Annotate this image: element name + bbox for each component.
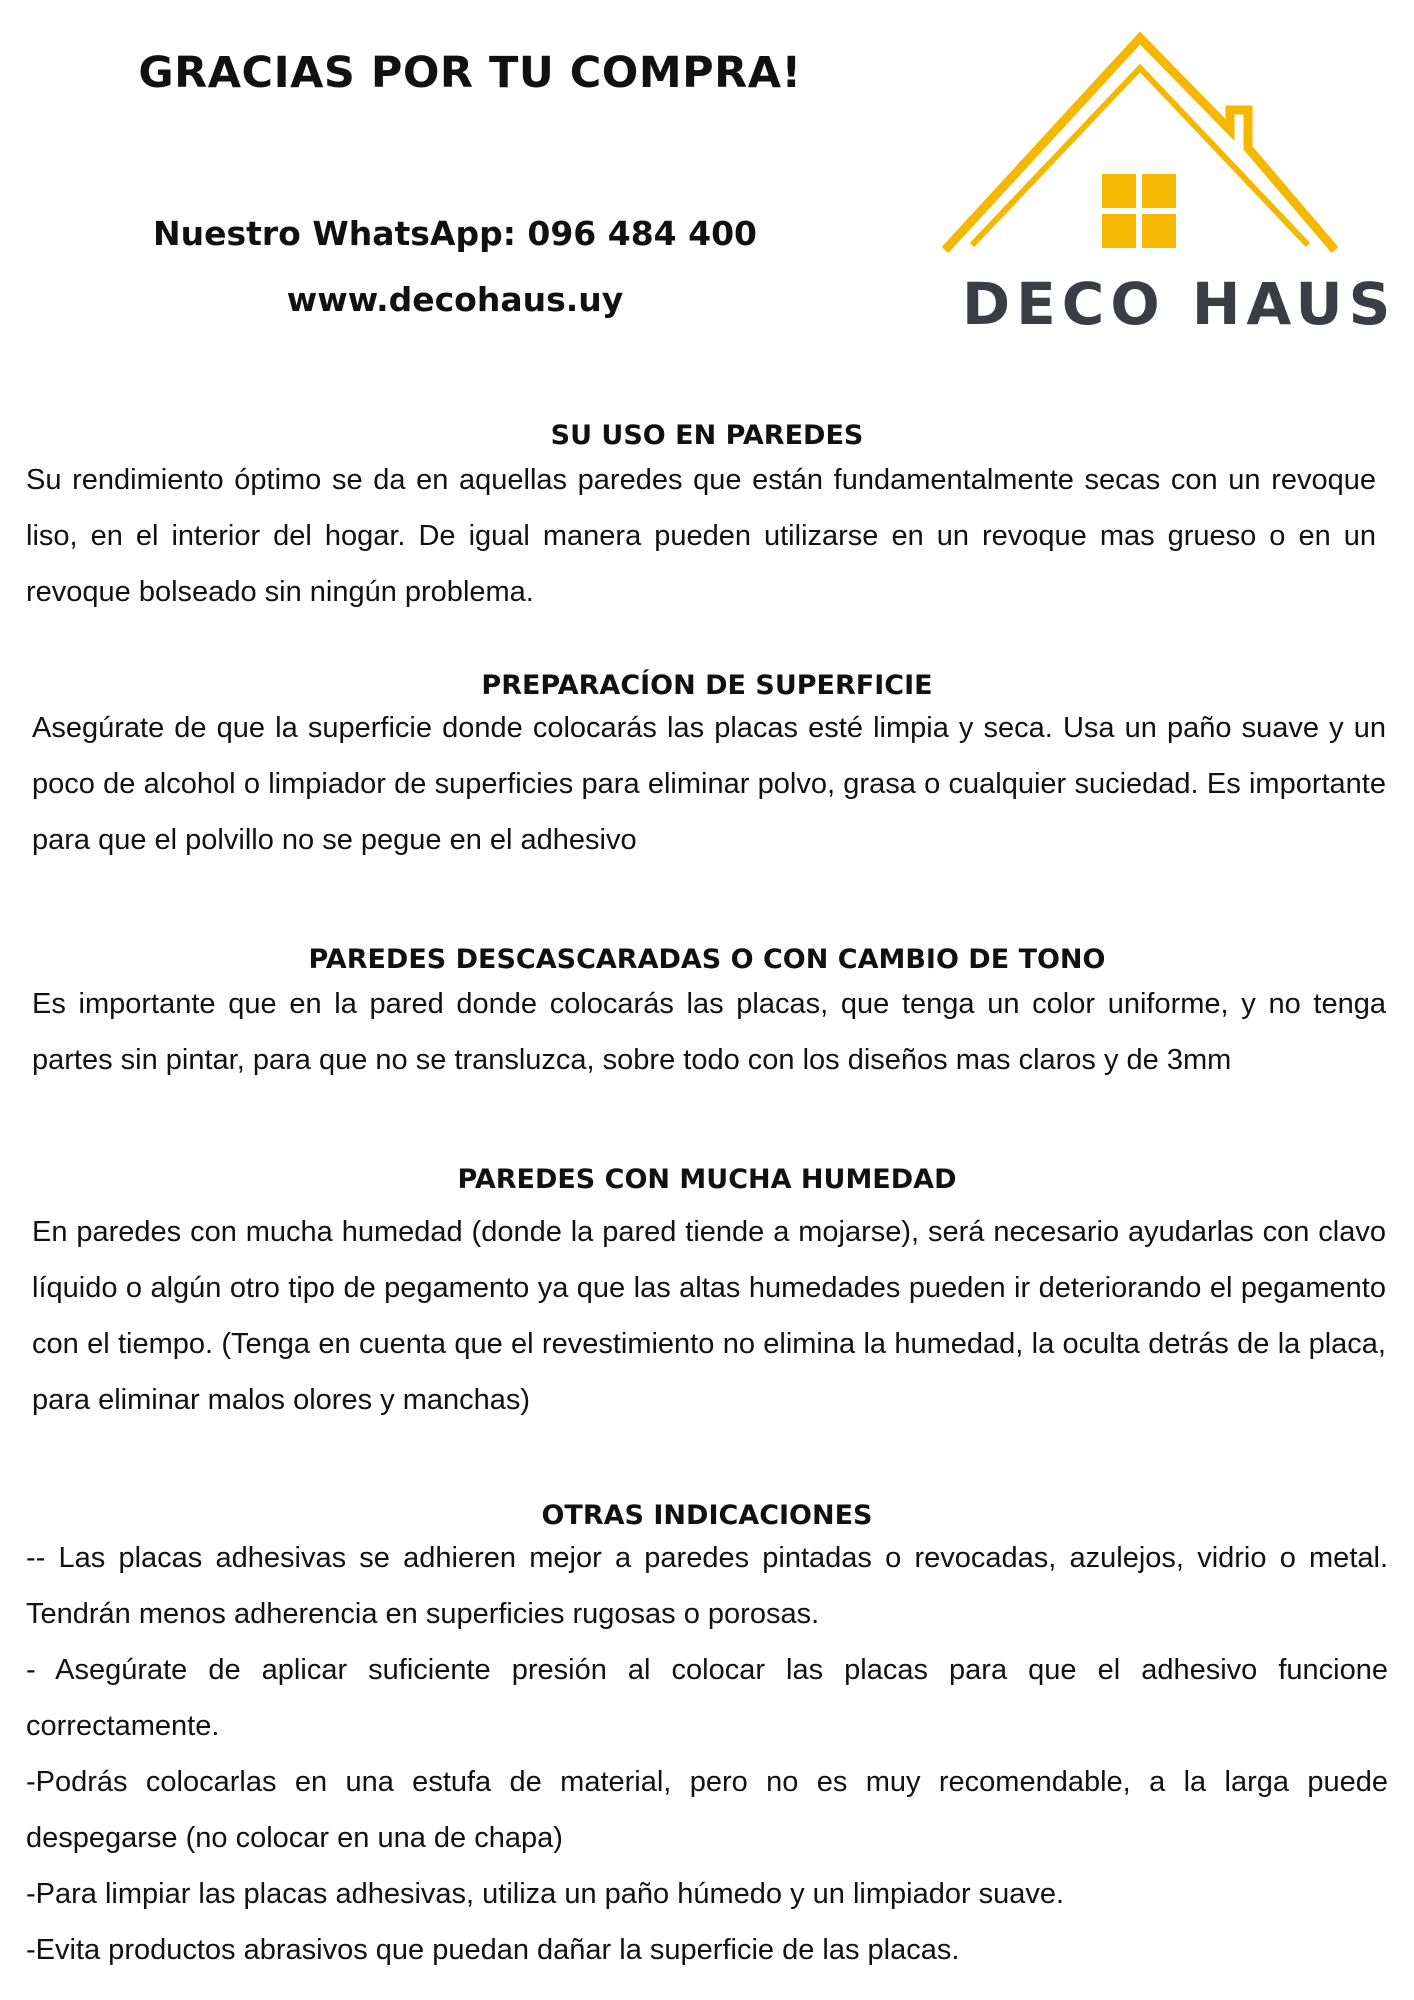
page-title: GRACIAS POR TU COMPRA! (138, 48, 802, 98)
indications-list (26, 1530, 1388, 1978)
list-item: -Evita productos abrasivos que puedan dañar la superficie de las placas. (26, 1934, 960, 1966)
whatsapp-contact: Nuestro WhatsApp: 096 484 400 (152, 214, 758, 253)
section-heading-uso: SU USO EN PAREDES (550, 420, 864, 451)
list-item: - Asegúrate de aplicar suficiente presión al colocar las placas para que el adhesivo funcione correctamente. (26, 1654, 1388, 1742)
section-heading-descascaradas: PAREDES DESCASCARADAS O CON CAMBIO DE TONO (308, 944, 1106, 975)
logo-wordmark: DECO HAUS (962, 270, 1397, 338)
list-item: -Podrás colocarlas en una estufa de material, pero no es muy recomendable, a la larga puede despegarse (no colocar en una de chapa) (26, 1766, 1388, 1854)
section-body-humedad: En paredes con mucha humedad (donde la pared tiende a mojarse), será necesario ayudarlas con clavo líquido o algún otro tipo de pegamento ya que las altas humedades pueden ir deteriorando el pegamento con el tiempo. (Tenga en cuenta que el revestimiento no elimina la humedad, la oculta detrás de la placa, para eliminar malos olores y manchas) (32, 1216, 1386, 1416)
window-icon (1102, 174, 1176, 248)
list-item: -- Las placas adhesivas se adhieren mejor a paredes pintadas o revocadas, azulejos, vidrio o metal. Tendrán menos adherencia en superficies rugosas o porosas. (26, 1542, 1388, 1630)
section-heading-humedad: PAREDES CON MUCHA HUMEDAD (457, 1164, 957, 1195)
section-body-descascaradas: Es importante que en la pared donde colocarás las placas, que tenga un color uniforme, y no tenga partes sin pintar, para que no se transluzca, sobre todo con los diseños mas claros y de 3mm (32, 988, 1386, 1076)
website-url: www.decohaus.uy (286, 280, 624, 319)
section-body-uso: Su rendimiento óptimo se da en aquellas paredes que están fundamentalmente secas con un revoque liso, en el interior del hogar. De igual manera pueden utilizarse en un revoque mas grueso o en un revoque bolseado sin ningún problema. (26, 464, 1376, 608)
section-heading-preparacion: PREPARACÍON DE SUPERFICIE (481, 670, 933, 701)
section-body-preparacion: Asegúrate de que la superficie donde colocarás las placas esté limpia y seca. Usa un paño suave y un poco de alcohol o limpiador de superficies para eliminar polvo, grasa o cualquier suciedad. Es importante para que el polvillo no se pegue en el adhesivo (32, 712, 1386, 856)
section-heading-otras: OTRAS INDICACIONES (541, 1500, 873, 1531)
list-item: -Para limpiar las placas adhesivas, utiliza un paño húmedo y un limpiador suave. (26, 1878, 1065, 1910)
